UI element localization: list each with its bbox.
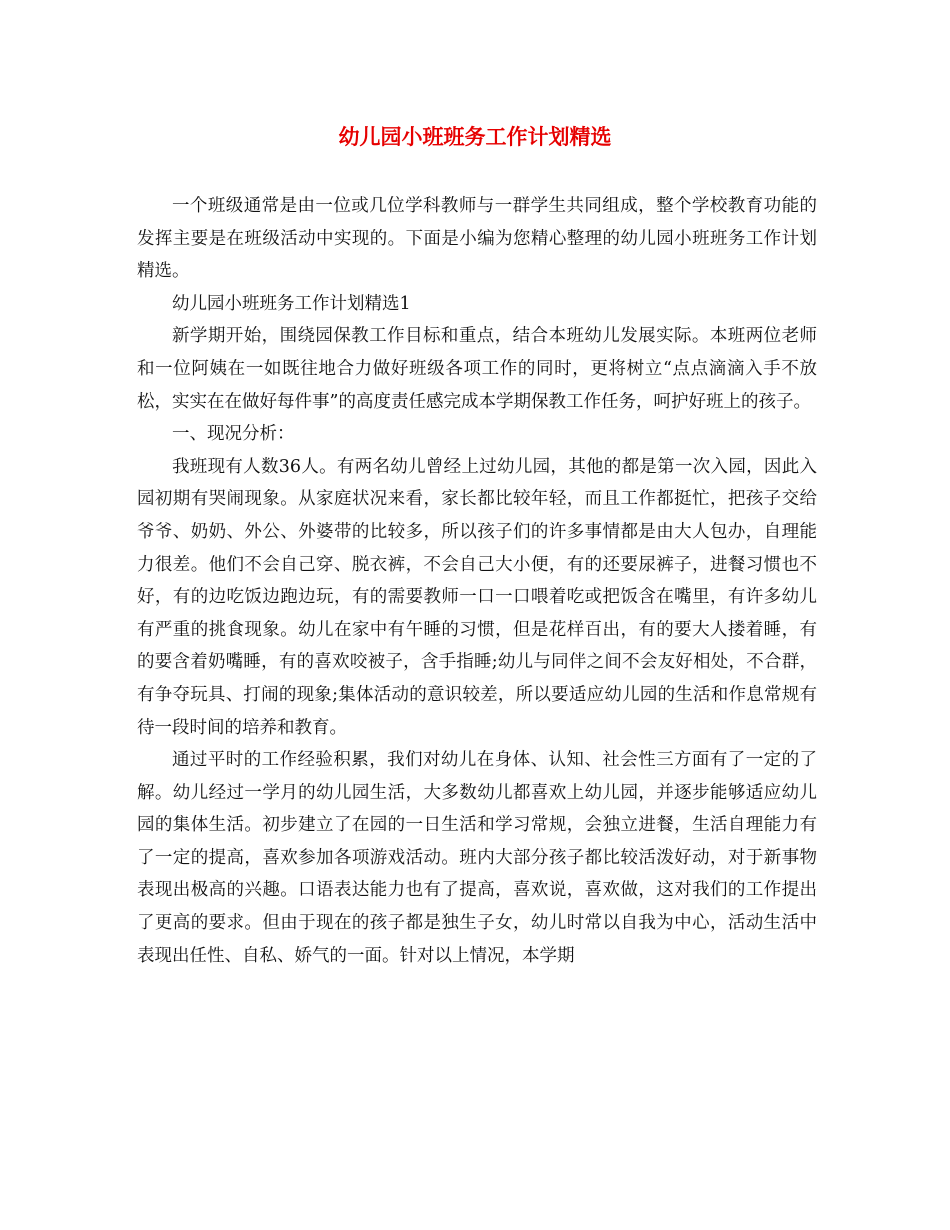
document-title: 幼儿园小班班务工作计划精选 xyxy=(338,124,612,149)
class-situation-paragraph: 我班现有人数36人。有两名幼儿曾经上过幼儿园，其他的都是第一次入园，因此入园初期有哭闹现象。从家庭状况来看，家长都比较年轻，而且工作都挺忙，把孩子交给爷爷、奶奶、外公、外婆带的比较多，所以孩子们的许多事情都是由大人包办，自理能力很差。他们不会自己穿、脱衣裤，不会自己大小便，有的还要尿裤子，进餐习惯也不好，有的边吃饭边跑边玩，有的需要教师一口一口喂着吃或把饭含在嘴里，有许多幼儿有严重的挑食现象。幼儿在家中有午睡的习惯，但是花样百出，有的要大人搂着睡，有的要含着奶嘴睡，有的喜欢咬被子，含手指睡;幼儿与同伴之间不会友好相处，不合群，有争夺玩具、打闹的现象;集体活动的意识较差，所以要适应幼儿园的生活和作息常规有待一段时间的培养和教育。 xyxy=(137,456,817,738)
section-heading: 幼儿园小班班务工作计划精选1 xyxy=(172,293,411,314)
analysis-heading: 一、现况分析： xyxy=(172,424,295,445)
document-body xyxy=(137,190,817,972)
intro-paragraph: 一个班级通常是由一位或几位学科教师与一群学生共同组成，整个学校教育功能的发挥主要是在班级活动中实现的。下面是小编为您精心整理的幼儿园小班班务工作计划精选。 xyxy=(137,196,817,282)
experience-paragraph: 通过平时的工作经验积累，我们对幼儿在身体、认知、社会性三方面有了一定的了解。幼儿经过一学月的幼儿园生活，大多数幼儿都喜欢上幼儿园，并逐步能够适应幼儿园的集体生活。初步建立了在园的一日生活和学习常规，会独立进餐，生活自理能力有了一定的提高，喜欢参加各项游戏活动。班内大部分孩子都比较活泼好动，对于新事物表现出极高的兴趣。口语表达能力也有了提高，喜欢说，喜欢做，这对我们的工作提出了更高的要求。但由于现在的孩子都是独生子女，幼儿时常以自我为中心，活动生活中表现出任性、自私、娇气的一面。针对以上情况，本学期 xyxy=(137,750,817,966)
plan-intro-paragraph: 新学期开始，围绕园保教工作目标和重点，结合本班幼儿发展实际。本班两位老师和一位阿姨在一如既往地合力做好班级各项工作的同时，更将树立“点点滴滴入手不放松，实实在在做好每件事”的高度责任感完成本学期保教工作任务，呵护好班上的孩子。 xyxy=(137,326,817,412)
